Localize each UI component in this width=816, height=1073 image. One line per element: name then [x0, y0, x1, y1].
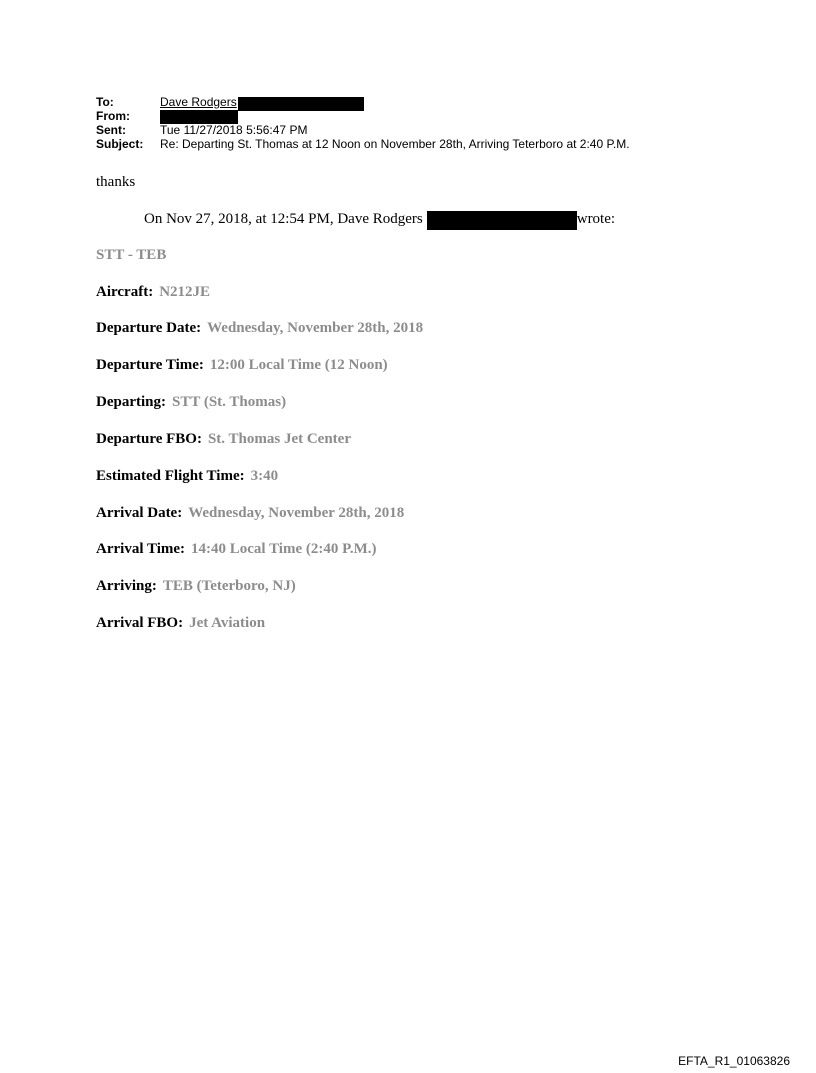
- field-label: Aircraft:: [96, 284, 154, 300]
- field-arrival-time: [96, 541, 377, 558]
- quote-wrote-text: wrote:: [576, 211, 616, 227]
- field-value: Wednesday, November 28th, 2018: [207, 320, 424, 336]
- field-label: Estimated Flight Time:: [96, 468, 245, 484]
- field-arrival-date: [96, 505, 404, 522]
- redaction-box: [160, 110, 238, 124]
- field-label: Departure Date:: [96, 320, 202, 336]
- field-departure-fbo: [96, 431, 351, 448]
- reply-text: thanks: [96, 174, 136, 190]
- from-row: [96, 110, 630, 124]
- field-value: TEB (Teterboro, NJ): [162, 578, 296, 594]
- redaction-box: [238, 97, 364, 111]
- quote-intro: [144, 211, 615, 230]
- field-departure-date: [96, 320, 423, 337]
- field-estimated-flight-time: [96, 468, 278, 485]
- sent-row: [96, 124, 630, 138]
- field-value: N212JE: [159, 284, 211, 300]
- field-label: Arrival Time:: [96, 541, 186, 557]
- to-label: To:: [96, 95, 114, 109]
- field-departure-time: [96, 357, 388, 374]
- field-departing: [96, 394, 286, 411]
- field-arrival-fbo: [96, 615, 265, 632]
- field-arriving: [96, 578, 296, 595]
- subject-value: Re: Departing St. Thomas at 12 Noon on November 28th, Arriving Teterboro at 2:40 P.M.: [160, 137, 630, 151]
- field-value: Jet Aviation: [189, 615, 266, 631]
- field-label: Departure FBO:: [96, 431, 202, 447]
- field-value: 12:00 Local Time (12 Noon): [209, 357, 388, 373]
- field-value: Wednesday, November 28th, 2018: [188, 505, 405, 521]
- from-label: From:: [96, 109, 130, 123]
- email-header: [96, 96, 630, 152]
- field-label: Arriving:: [96, 578, 157, 594]
- sent-label: Sent:: [96, 123, 126, 137]
- to-row: [96, 96, 630, 110]
- field-value: STT (St. Thomas): [172, 394, 287, 410]
- field-label: Arrival Date:: [96, 505, 183, 521]
- field-aircraft: [96, 284, 210, 301]
- route-heading: STT - TEB: [96, 247, 167, 263]
- field-value: 14:40 Local Time (2:40 P.M.): [191, 541, 377, 557]
- field-label: Departure Time:: [96, 357, 204, 373]
- to-value[interactable]: Dave Rodgers: [160, 95, 237, 109]
- quote-intro-text: On Nov 27, 2018, at 12:54 PM, Dave Rodgers: [144, 211, 423, 227]
- subject-label: Subject:: [96, 137, 144, 151]
- document-id: EFTA_R1_01063826: [678, 1054, 790, 1068]
- field-value: 3:40: [250, 468, 279, 484]
- subject-row: [96, 138, 630, 152]
- redaction-box: [427, 211, 577, 230]
- field-label: Arrival FBO:: [96, 615, 184, 631]
- field-value: St. Thomas Jet Center: [207, 431, 351, 447]
- field-label: Departing:: [96, 394, 166, 410]
- sent-value: Tue 11/27/2018 5:56:47 PM: [160, 123, 308, 137]
